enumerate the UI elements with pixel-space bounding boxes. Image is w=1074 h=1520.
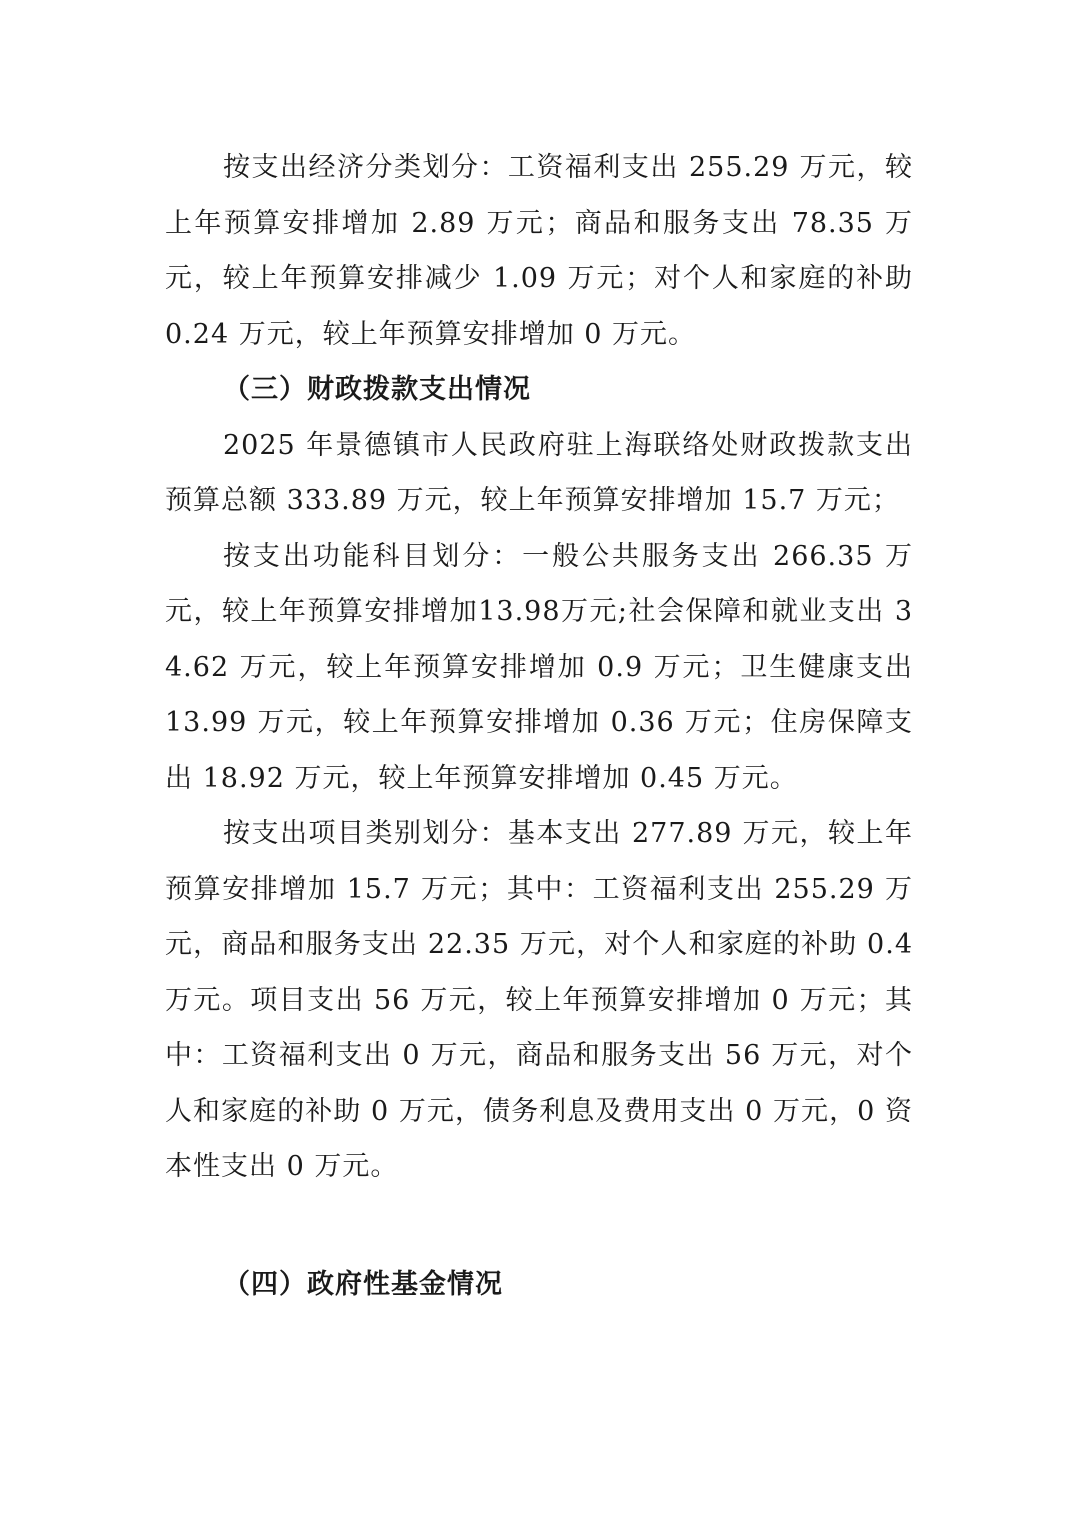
paragraph-total-budget: 2025 年景德镇市人民政府驻上海联络处财政拨款支出预算总额 333.89 万元，较上年预算安排增加 15.7 万元； [165, 429, 913, 516]
paragraph-project-classification: 按支出项目类别划分：基本支出 277.89 万元，较上年预算安排增加 15.7 万元；其中：工资福利支出 255.29 万元，商品和服务支出 22.35 万元，对个人和家庭的补助 0.4 万元。项目支出 56 万元，较上年预算安排增加 0 万元；其中：工资福利支出 0 万元，商品和服务支出 56 万元，对个人和家庭的补助 0 万元，债务利息及费用支出 0 万元，0 资本性支出 0 万元。 [165, 818, 913, 1182]
section-heading-government-funds: （四）政府性基金情况 [223, 1268, 503, 1300]
document-page [165, 140, 913, 1312]
paragraph-functional-classification: 按支出功能科目划分：一般公共服务支出 266.35 万元，较上年预算安排增加13.98万元;社会保障和就业支出 34.62 万元，较上年预算安排增加 0.9 万元；卫生健康支出 13.99 万元，较上年预算安排增加 0.36 万元；住房保障支出 18.92 万元，较上年预算安排增加 0.45 万元。 [165, 540, 913, 794]
section-spacer [165, 1195, 913, 1257]
paragraph-economic-classification: 按支出经济分类划分：工资福利支出 255.29 万元，较上年预算安排增加 2.89 万元；商品和服务支出 78.35 万元，较上年预算安排减少 1.09 万元；对个人和家庭的补助 0.24 万元，较上年预算安排增加 0 万元。 [165, 152, 913, 350]
section-heading-fiscal-appropriation: （三）财政拨款支出情况 [223, 374, 531, 405]
